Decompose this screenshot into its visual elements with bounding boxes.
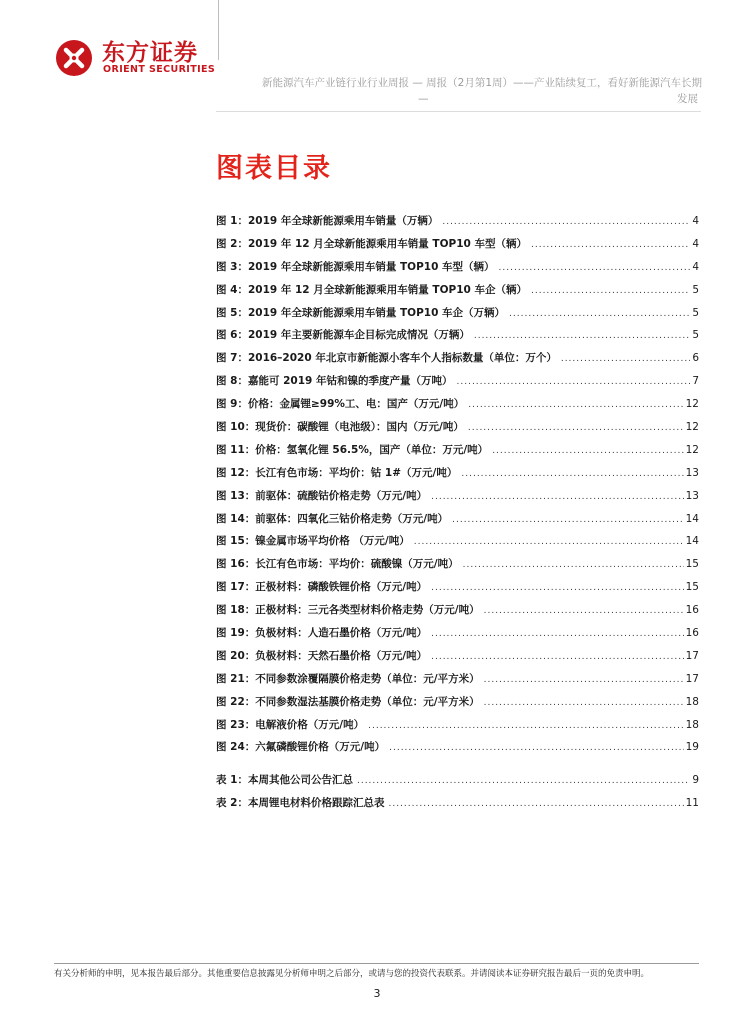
leader-dots bbox=[531, 286, 690, 296]
toc-title: 图表目录 bbox=[216, 153, 332, 184]
leader-dots bbox=[484, 606, 684, 616]
figure-entry[interactable] bbox=[216, 350, 699, 373]
leader-dots bbox=[368, 721, 684, 731]
figure-entry-page: 5 bbox=[692, 283, 699, 296]
header-rule bbox=[216, 111, 701, 112]
figure-entry-label: 图 14：前驱体：四氧化三钴价格走势（万元/吨） bbox=[216, 512, 449, 525]
figure-entry-page: 13 bbox=[685, 489, 699, 502]
leader-dots bbox=[442, 217, 690, 227]
leader-dots bbox=[531, 240, 690, 250]
leader-dots bbox=[431, 652, 684, 662]
table-entry-page: 9 bbox=[692, 774, 699, 786]
figure-entry-label: 图 2：2019 年 12 月全球新能源乘用车销量 TOP10 车型（辆） bbox=[216, 237, 527, 250]
table-list bbox=[216, 772, 699, 818]
leader-dots bbox=[492, 446, 683, 456]
leader-dots bbox=[431, 629, 684, 639]
figure-entry[interactable] bbox=[216, 442, 699, 465]
leader-dots bbox=[509, 309, 690, 319]
figure-entry-label: 图 21：不同参数涂覆隔膜价格走势（单位：元/平方米） bbox=[216, 672, 480, 685]
leader-dots bbox=[484, 675, 684, 685]
leader-dots bbox=[452, 515, 684, 525]
figure-entry-label: 图 22：不同参数湿法基膜价格走势（单位：元/平方米） bbox=[216, 695, 480, 708]
figure-entry-label: 图 11：价格：氢氧化锂 56.5%，国产（单位：万元/吨） bbox=[216, 443, 489, 456]
report-header-title-tail: 发展 bbox=[677, 93, 698, 105]
figure-entry-label: 图 15：镍金属市场平均价格 （万元/吨） bbox=[216, 535, 410, 548]
brand-name-cn: 东方证券 bbox=[102, 40, 198, 66]
figure-entry[interactable] bbox=[216, 694, 699, 717]
report-header-title: 新能源汽车产业链行业行业周报 — 周报（2月第1周）——产业陆续复工，看好新能源汽车长期 bbox=[262, 77, 703, 89]
figure-entry[interactable] bbox=[216, 488, 699, 511]
brand-name-en: ORIENT SECURITIES bbox=[103, 64, 216, 75]
footer-disclaimer: 有关分析师的申明，见本报告最后部分。其他重要信息披露见分析师申明之后部分，或请与您的投资代表联系。并请阅读本证券研究报告最后一页的免责申明。 bbox=[54, 969, 650, 979]
leader-dots bbox=[414, 537, 684, 547]
figure-entry-page: 15 bbox=[685, 581, 699, 594]
figure-entry-label: 图 18：正极材料：三元各类型材料价格走势（万元/吨） bbox=[216, 604, 480, 617]
leader-dots bbox=[499, 263, 691, 273]
figure-entry[interactable] bbox=[216, 511, 699, 534]
figure-entry-label: 图 24：六氟磷酸锂价格（万元/吨） bbox=[216, 741, 386, 754]
figure-entry-page: 5 bbox=[692, 306, 699, 319]
report-header bbox=[262, 75, 703, 107]
footer-rule bbox=[54, 963, 699, 964]
figure-entry[interactable] bbox=[216, 373, 699, 396]
figure-entry-page: 4 bbox=[692, 260, 699, 273]
leader-dots bbox=[468, 423, 684, 433]
figure-entry-page: 19 bbox=[685, 741, 699, 754]
figure-entry[interactable] bbox=[216, 533, 699, 556]
leader-dots bbox=[561, 354, 690, 364]
figure-entry-label: 图 17：正极材料：磷酸铁锂价格（万元/吨） bbox=[216, 581, 428, 594]
figure-entry[interactable] bbox=[216, 648, 699, 671]
leader-dots bbox=[484, 698, 684, 708]
leader-dots bbox=[461, 469, 683, 479]
figure-entry[interactable] bbox=[216, 556, 699, 579]
figure-entry-page: 4 bbox=[692, 215, 699, 227]
figure-entry[interactable] bbox=[216, 282, 699, 305]
figure-entry-label: 图 19：负极材料：人造石墨价格（万元/吨） bbox=[216, 627, 428, 640]
figure-entry-page: 12 bbox=[685, 398, 699, 411]
orient-securities-logo-icon bbox=[54, 38, 94, 78]
figure-entry-page: 18 bbox=[685, 695, 699, 708]
figure-entry-label: 图 4：2019 年 12 月全球新能源乘用车销量 TOP10 车企（辆） bbox=[216, 283, 527, 296]
figure-entry-page: 4 bbox=[692, 237, 699, 250]
leader-dots bbox=[431, 583, 684, 593]
figure-entry-page: 18 bbox=[685, 718, 699, 731]
figure-entry[interactable] bbox=[216, 396, 699, 419]
report-header-dash: — bbox=[418, 93, 429, 105]
figure-entry-page: 16 bbox=[685, 627, 699, 640]
figure-entry[interactable] bbox=[216, 236, 699, 259]
figure-entry[interactable] bbox=[216, 602, 699, 625]
leader-dots bbox=[431, 492, 684, 502]
figure-entry-page: 17 bbox=[685, 649, 699, 662]
figure-entry-label: 图 20：负极材料：天然石墨价格（万元/吨） bbox=[216, 649, 428, 662]
figure-entry-label: 图 16：长江有色市场：平均价：硫酸镍（万元/吨） bbox=[216, 558, 459, 571]
figure-entry[interactable] bbox=[216, 671, 699, 694]
figure-entry[interactable] bbox=[216, 579, 699, 602]
figure-list bbox=[216, 213, 699, 762]
figure-entry-label: 图 8：嘉能可 2019 年钴和镍的季度产量（万吨） bbox=[216, 375, 453, 388]
leader-dots bbox=[474, 331, 690, 341]
header-divider-line bbox=[218, 0, 219, 60]
figure-entry[interactable] bbox=[216, 739, 699, 762]
leader-dots bbox=[468, 400, 683, 410]
table-entry[interactable] bbox=[216, 795, 699, 818]
figure-entry-page: 16 bbox=[685, 604, 699, 617]
figure-entry-label: 图 23：电解液价格（万元/吨） bbox=[216, 718, 365, 731]
leader-dots bbox=[357, 776, 690, 786]
figure-entry[interactable] bbox=[216, 419, 699, 442]
leader-dots bbox=[463, 560, 684, 570]
leader-dots bbox=[457, 377, 691, 387]
table-entry-label: 表 1：本周其他公司公告汇总 bbox=[216, 774, 353, 786]
figure-entry-page: 15 bbox=[685, 558, 699, 571]
figure-entry-label: 图 13：前驱体：硫酸钴价格走势（万元/吨） bbox=[216, 489, 428, 502]
figure-entry-label: 图 3：2019 年全球新能源乘用车销量 TOP10 车型（辆） bbox=[216, 260, 495, 273]
table-entry[interactable] bbox=[216, 772, 699, 795]
figure-entry[interactable] bbox=[216, 327, 699, 350]
leader-dots bbox=[388, 799, 683, 809]
brand-logo bbox=[54, 34, 214, 82]
figure-entry[interactable] bbox=[216, 625, 699, 648]
table-entry-label: 表 2：本周锂电材料价格跟踪汇总表 bbox=[216, 796, 385, 809]
figure-entry[interactable] bbox=[216, 465, 699, 488]
figure-entry-label: 图 1：2019 年全球新能源乘用车销量（万辆） bbox=[216, 215, 439, 227]
leader-dots bbox=[389, 743, 684, 753]
figure-entry-page: 14 bbox=[685, 535, 699, 548]
figure-entry-page: 12 bbox=[685, 421, 699, 434]
figure-entry-page: 7 bbox=[692, 375, 699, 388]
figure-entry[interactable] bbox=[216, 717, 699, 740]
figure-entry-label: 图 10：现货价：碳酸锂（电池级）：国内（万元/吨） bbox=[216, 421, 464, 434]
figure-entry-label: 图 6：2019 年主要新能源车企目标完成情况（万辆） bbox=[216, 329, 470, 342]
page-number: 3 bbox=[373, 987, 381, 1000]
figure-entry-page: 6 bbox=[692, 352, 699, 365]
figure-entry[interactable] bbox=[216, 213, 699, 236]
figure-entry-label: 图 12：长江有色市场：平均价：钴 1#（万元/吨） bbox=[216, 466, 458, 479]
figure-entry-page: 12 bbox=[685, 443, 699, 456]
figure-entry-page: 13 bbox=[685, 466, 699, 479]
figure-entry[interactable] bbox=[216, 259, 699, 282]
figure-entry-label: 图 7：2016–2020 年北京市新能源小客车个人指标数量（单位：万个） bbox=[216, 352, 557, 365]
figure-entry-label: 图 5：2019 年全球新能源乘用车销量 TOP10 车企（万辆） bbox=[216, 306, 506, 319]
table-entry-page: 11 bbox=[685, 796, 699, 809]
figure-entry-page: 17 bbox=[685, 672, 699, 685]
figure-entry[interactable] bbox=[216, 305, 699, 328]
figure-entry-page: 5 bbox=[692, 329, 699, 342]
figure-entry-label: 图 9：价格：金属锂≥99%工、电：国产（万元/吨） bbox=[216, 398, 465, 411]
figure-entry-page: 14 bbox=[685, 512, 699, 525]
